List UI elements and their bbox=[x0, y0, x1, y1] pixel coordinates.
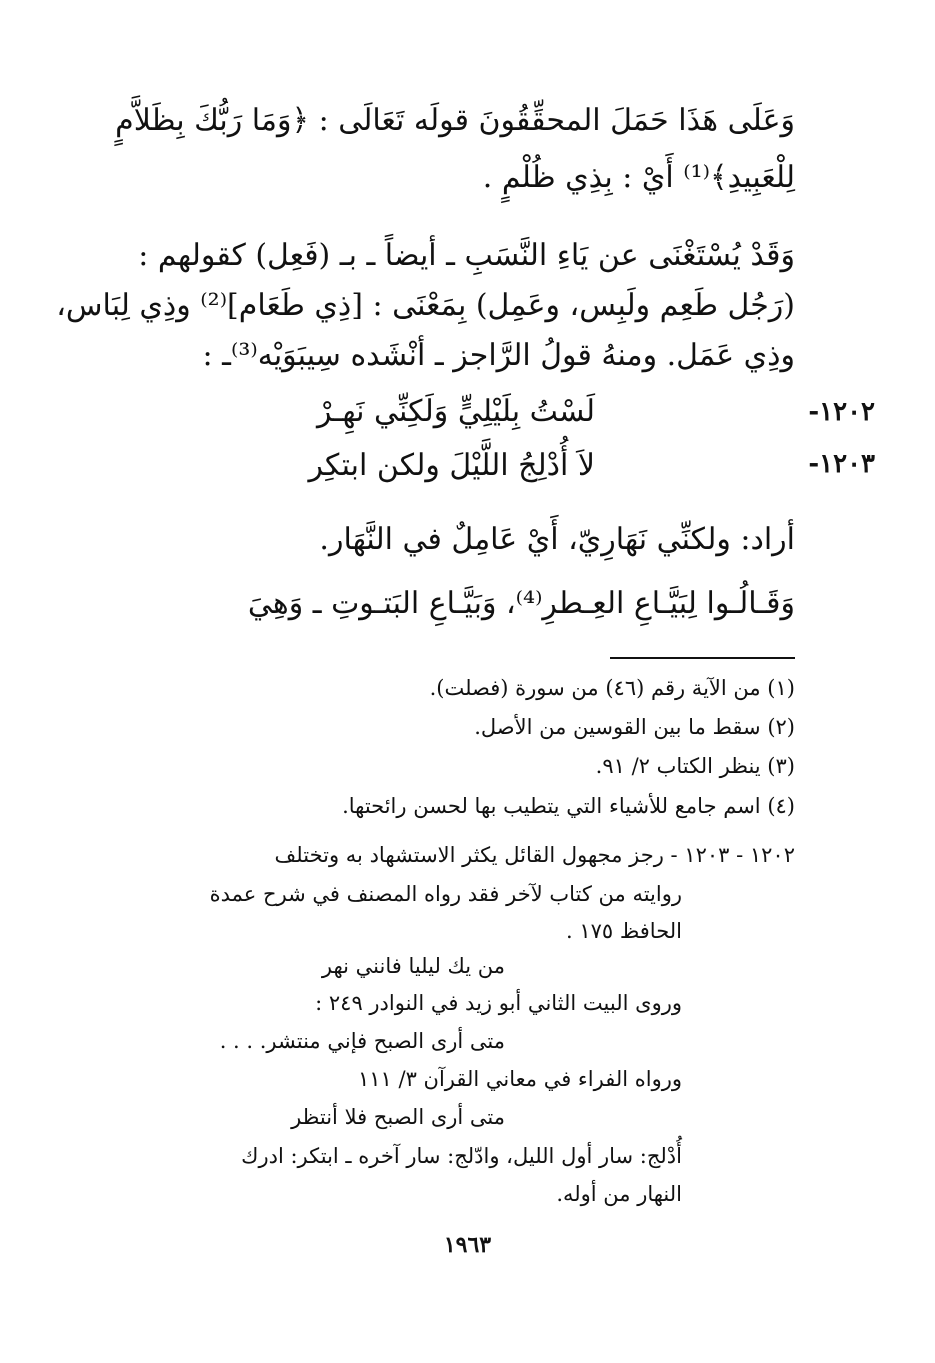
main-line-5: وذِي عَمَل. ومنهُ قولُ الرَّاجز ـ أنْشَده سِيبَوَيْه⁽³⁾ـ : bbox=[202, 338, 795, 373]
footnote-1: (١) من الآية رقم (٤٦) من سورة (فصلت). bbox=[429, 676, 795, 700]
commentary-line-4: وروى البيت الثاني أبو زيد في النوادر ٢٤٩ : bbox=[315, 991, 682, 1015]
footnote-separator bbox=[610, 657, 795, 659]
footnote-3: (٣) ينظر الكتاب ٢/ ٩١. bbox=[595, 754, 795, 778]
commentary-line-7: النهار من أوله. bbox=[556, 1182, 682, 1206]
main-line-2: لِلْعَبِيدِ﴾⁽¹⁾ أَيْ : بِذِي ظُلْمٍ . bbox=[482, 160, 795, 195]
main-line-6: أراد: ولكنِّي نَهَارِيّ، أَيْ عَامِلٌ في النَّهَار. bbox=[319, 522, 795, 557]
commentary-poem-3: متى أرى الصبح فلا أنتظر bbox=[291, 1105, 505, 1129]
verse-1203: لاَ أُدْلِجُ اللَّيْلَ ولكن ابتكِر bbox=[308, 448, 595, 483]
page-number: ١٩٦٣ bbox=[443, 1232, 492, 1258]
commentary-line-5: ورواه الفراء في معاني القرآن ٣/ ١١١ bbox=[357, 1067, 682, 1091]
main-line-4: (رَجُل طَعِم ولَبِس، وعَمِل) بِمَعْنَى : [ذِي طَعَام]⁽²⁾ وذِي لِبَاس، bbox=[56, 288, 795, 323]
main-line-1: وَعَلَى هَذَا حَمَلَ المحقِّقُونَ قولَه تَعَالَى : ﴿وَمَا رَبُّكَ بِظَلاَّمٍ bbox=[115, 103, 795, 138]
commentary-line-2: روايته من كتاب لآخر فقد رواه المصنف في شرح عمدة bbox=[209, 882, 682, 906]
verse-number-1203: -١٢٠٣ bbox=[808, 449, 875, 479]
commentary-line-3: الحافظ ١٧٥ . bbox=[565, 919, 682, 943]
footnote-4: (٤) اسم جامع للأشياء التي يتطيب بها لحسن رائحتها. bbox=[342, 794, 795, 818]
main-line-3: وَقَدْ يُسْتَغْنَى عن يَاءِ النَّسَبِ ـ أيضاً ـ بـ (فَعِل) كقولهم : bbox=[138, 238, 795, 273]
footnote-2: (٢) سقط ما بين القوسين من الأصل. bbox=[474, 715, 795, 739]
commentary-line-6: أُدْلج: سار أول الليل، وادّلج: سار آخره ـ ابتكر: ادرك bbox=[241, 1144, 682, 1168]
verse-1202: لَسْتُ بِلَيْلِيٍّ وَلَكِنِّي نَهِـرْ bbox=[316, 394, 595, 429]
commentary-poem-1: من يك ليليا فانني نهر bbox=[321, 954, 505, 978]
verse-number-1202: -١٢٠٢ bbox=[808, 397, 875, 427]
main-line-7: وَقَـالُـوا لِبَيَّـاعِ العِـطرِ⁽⁴⁾، وَبَيَّـاعِ البَتـوتِ ـ وَهِيَ bbox=[247, 586, 795, 621]
commentary-poem-2: متى أرى الصبح فإني منتشر. . . . bbox=[219, 1029, 505, 1053]
commentary-line-1: ١٢٠٢ - ١٢٠٣ - رجز مجهول القائل يكثر الاستشهاد به وتختلف bbox=[274, 843, 795, 867]
